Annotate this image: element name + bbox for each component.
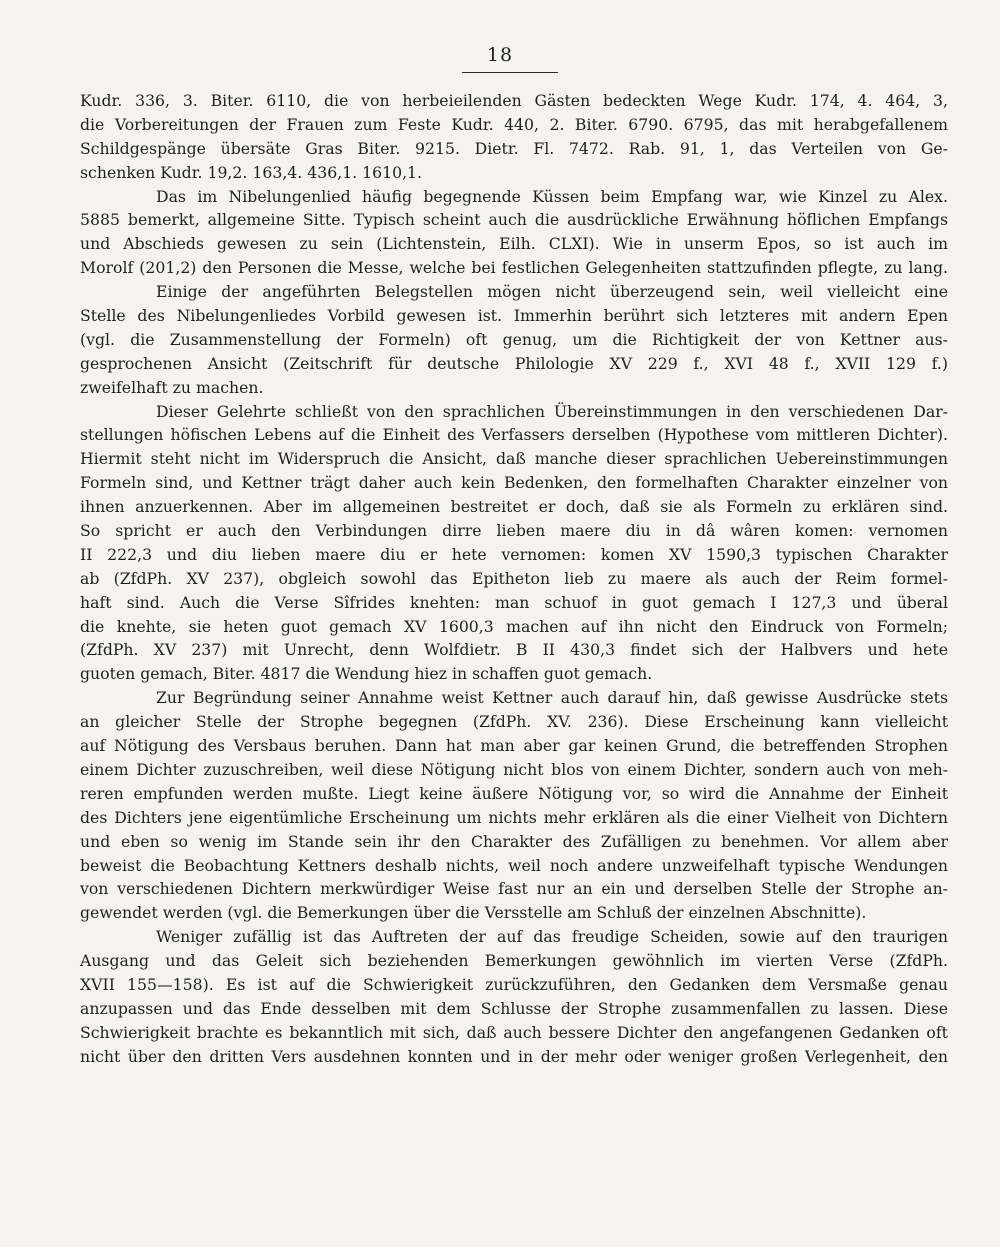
text-line: nicht über den dritten Vers ausdehnen konnten und in der mehr oder weniger großen Verlegenheit, den [80, 1046, 948, 1066]
text-line: einem Dichter zuzuschreiben, weil diese Nötigung nicht blos von einem Dichter, sondern auch von meh- [80, 759, 948, 779]
text-line: Kudr. 336, 3. Biter. 6110, die von herbeieilenden Gästen bedeckten Wege Kudr. 174, 4. 464, 3, [80, 91, 948, 110]
text-line: und Abschieds gewesen zu sein (Lichtenstein, Eilh. CLXI). Wie in unserm Epos, so ist auch im [80, 234, 948, 254]
text-line: beweist die Beobachtung Kettners deshalb nichts, weil noch andere unzweifelhaft typische Wendungen [80, 855, 948, 875]
text-line: Dieser Gelehrte schließt von den sprachlichen Übereinstimmungen in den verschiedenen Dar- [156, 401, 948, 421]
text-line: des Dichters jene eigentümliche Erscheinung um nichts mehr erklären als die einer Vielheit von Dichtern [80, 807, 948, 827]
header-rule [462, 72, 558, 73]
text-line: gesprochenen Ansicht (Zeitschrift für deutsche Philologie XV 229 f., XVI 48 f., XVII 129 f.) [80, 353, 948, 373]
text-line: haft sind. Auch die Verse Sîfrides knehten: man schuof in guot gemach I 127,3 und überal [80, 592, 948, 612]
text-line: (vgl. die Zusammenstellung der Formeln) oft genug, um die Richtigkeit der von Kettner aus- [80, 329, 948, 349]
text-line: und eben so wenig im Stande sein ihr den Charakter des Zufälligen zu benehmen. Vor allem aber [80, 831, 948, 851]
text-line: XVII 155—158). Es ist auf die Schwierigkeit zurückzuführen, den Gedanken dem Versmaße genau [80, 974, 948, 994]
text-line: stellungen höfischen Lebens auf die Einheit des Verfassers derselben (Hypothese vom mittleren Dichter). [80, 425, 948, 445]
text-line: ihnen anzuerkennen. Aber im allgemeinen bestreitet er doch, daß sie als Formeln zu erklären sind. [80, 497, 948, 517]
text-line: Einige der angeführten Belegstellen mögen nicht überzeugend sein, weil vielleicht eine [156, 282, 948, 302]
text-line: II 222,3 und diu lieben maere diu er hete vernomen: komen XV 1590,3 typischen Charakter [80, 544, 948, 564]
text-line: Zur Begründung seiner Annahme weist Kettner auch darauf hin, daß gewisse Ausdrücke stets [156, 688, 948, 708]
text-line: (ZfdPh. XV 237) mit Unrecht, denn Wolfdietr. B II 430,3 findet sich der Halbvers und hete [80, 640, 948, 660]
text-line: auf Nötigung des Versbaus beruhen. Dann hat man aber gar keinen Grund, die betreffenden Strophen [80, 736, 948, 756]
text-line: Hiermit steht nicht im Widerspruch die Ansicht, daß manche dieser sprachlichen Uebereinstimmungen [80, 449, 948, 469]
text-line: die Vorbereitungen der Frauen zum Feste Kudr. 440, 2. Biter. 6790. 6795, das mit herabgefallenem [80, 114, 948, 134]
text-line: an gleicher Stelle der Strophe begegnen (ZfdPh. XV. 236). Diese Erscheinung kann vielleicht [80, 712, 948, 732]
text-line: Stelle des Nibelungenliedes Vorbild gewesen ist. Immerhin berührt sich letzteres mit andern Epen [80, 306, 948, 326]
text-line: die knehte, sie heten guot gemach XV 1600,3 machen auf ihn nicht den Eindruck von Formeln; [80, 616, 948, 636]
text-line: von verschiedenen Dichtern merkwürdiger Weise fast nur an ein und derselben Stelle der Strophe an- [80, 879, 948, 899]
text-line: Schwierigkeit brachte es bekanntlich mit sich, daß auch bessere Dichter den angefangenen Gedanken oft [80, 1022, 948, 1042]
text-line: guoten gemach, Biter. 4817 die Wendung hiez in schaffen guot gemach. [80, 664, 653, 684]
text-line: anzupassen und das Ende desselben mit dem Schlusse der Strophe zusammenfallen zu lassen. Diese [80, 998, 948, 1018]
text-line: Schildgespänge übersäte Gras Biter. 9215. Dietr. Fl. 7472. Rab. 91, 1, das Verteilen von Ge- [80, 138, 948, 158]
text-line: schenken Kudr. 19,2. 163,4. 436,1. 1610,1. [80, 162, 423, 182]
text-line: reren empfunden werden mußte. Liegt keine äußere Nötigung vor, so wird die Annahme der Einheit [80, 783, 948, 803]
text-line: Formeln sind, und Kettner trägt daher auch kein Bedenken, den formelhaften Charakter einzelner von [80, 473, 948, 493]
text-line: Das im Nibelungenlied häufig begegnende Küssen beim Empfang war, wie Kinzel zu Alex. [156, 186, 948, 206]
text-line: ab (ZfdPh. XV 237), obgleich sowohl das Epitheton lieb zu maere als auch der Reim formel- [80, 568, 948, 588]
page-number: 18 [486, 44, 514, 66]
text-line: Morolf (201,2) den Personen die Messe, welche bei festlichen Gelegenheiten stattzufinden pflegte, zu lang. [80, 258, 948, 278]
text-line: 5885 bemerkt, allgemeine Sitte. Typisch scheint auch die ausdrückliche Erwähnung höflichen Empfangs [80, 210, 948, 230]
text-line: Ausgang und das Geleit sich beziehenden Bemerkungen gewöhnlich im vierten Verse (ZfdPh. [80, 951, 948, 971]
text-line: So spricht er auch den Verbindungen dirre lieben maere diu in dâ wâren komen: vernomen [80, 521, 948, 541]
text-line: zweifelhaft zu machen. [80, 377, 264, 397]
body-text [80, 89, 948, 1069]
text-line: Weniger zufällig ist das Auftreten der auf das freudige Scheiden, sowie auf den traurigen [156, 927, 948, 947]
text-line: gewendet werden (vgl. die Bemerkungen über die Versstelle am Schluß der einzelnen Abschnitte). [80, 903, 867, 923]
